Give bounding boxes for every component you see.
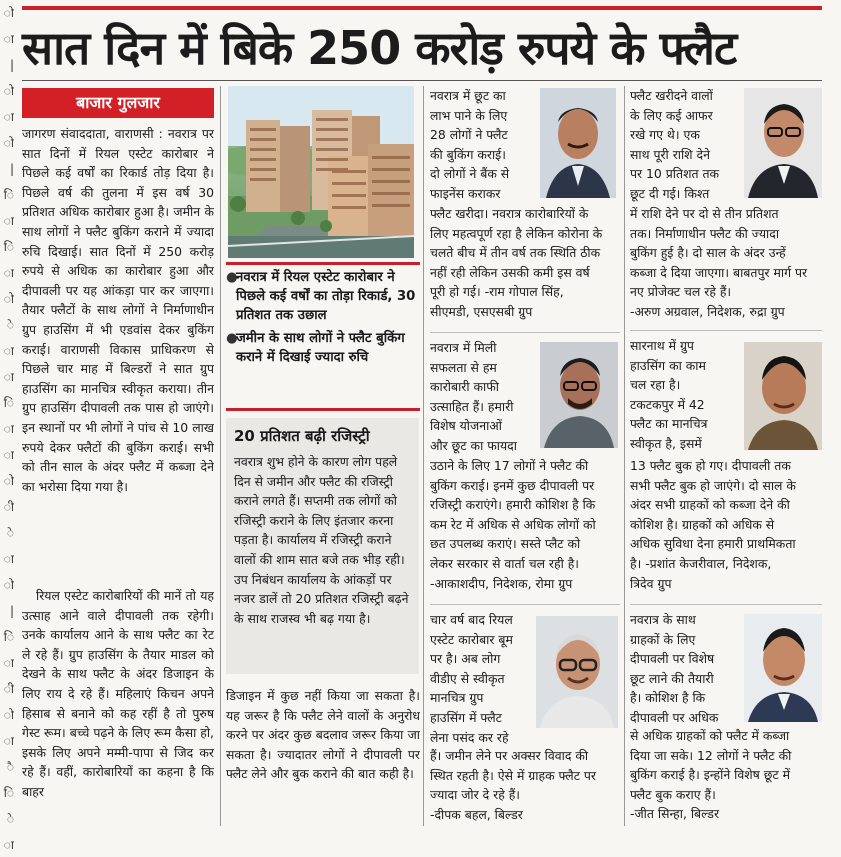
portrait-photo (744, 614, 822, 722)
quote-4-lead (630, 336, 742, 454)
quote-5-body (430, 746, 620, 824)
quote-line: पर 10 प्रतिशत तक (630, 166, 720, 182)
portrait-photo (744, 342, 822, 450)
quote-line: और छूट का फायदा (430, 437, 517, 453)
highlight-rule (226, 262, 420, 265)
quote-3-lead (430, 338, 540, 456)
strip-fragment: | (9, 162, 14, 176)
strip-fragment: ा (3, 344, 14, 358)
quote-line: है। कोशिश है कि (630, 690, 706, 706)
quote-line: नवरात्र में मिली (430, 340, 497, 355)
section-label: बाजार गुलजार (22, 88, 214, 118)
quote-line: बुकिंग कराई। इनमें कुछ दीपावली पर (430, 477, 595, 493)
strip-fragment: ो (3, 136, 14, 150)
quote-line: सफलता से हम (430, 359, 497, 375)
quote-line: लाभ पाने के लिए (430, 107, 508, 123)
quote-line: अंदर सभी ग्राहकों को कब्जा देने की (630, 497, 790, 513)
top-rule (22, 6, 822, 10)
bullet-icon: ● (226, 270, 238, 285)
article-paragraph: डिजाइन में कुछ नहीं किया जा सकता है। यह जरूर है कि फ्लैट लेने वालों के अनुरोध करने पर अंदर कुछ बदलाव जरूर किया जा सकता है। ज्यादातर लोगों ने दीपावली पर फ्लैट लेने और बुक कराने की बात कही है। (226, 688, 420, 782)
strip-fragment: ि (3, 240, 14, 254)
quote-line: है। -प्रशांत केजरीवाल, निदेशक, (630, 555, 772, 571)
quote-line: सीएमडी, एसएसबी ग्रुप (430, 303, 533, 319)
quote-line: मानचित्र ग्रुप (430, 690, 484, 706)
quote-line: दो लोगों ने बैंक से (430, 166, 510, 182)
quote-line: लेना पसंद कर रहे (430, 729, 509, 745)
strip-fragment: ो (3, 84, 14, 98)
quote-line: -दीपक बहल, बिल्डर (430, 806, 523, 822)
quote-line: के लिए कई आफर (630, 107, 713, 123)
quote-2-body (630, 204, 824, 322)
quote-line: स्वीकृत है, इसमें (630, 435, 702, 451)
quote-line: चल रहा है। (630, 377, 681, 393)
strip-fragment: ि (3, 396, 14, 410)
strip-fragment: ा (3, 110, 14, 124)
strip-fragment: ा (3, 32, 14, 46)
quote-divider (430, 604, 620, 605)
quote-line: दीपावली पर अधिक (630, 709, 719, 725)
strip-fragment: ा (3, 214, 14, 228)
quote-divider (630, 604, 822, 605)
quote-line: सभी फ्लैट बुक हो जाएंगे। दो साल के (630, 477, 796, 493)
quote-line: उठाने के लिए 17 लोगों ने फ्लैट की (430, 458, 589, 473)
quote-line: नवरात्र में छूट का (430, 88, 506, 103)
quote-line: फ्लैट खरीदा। नवरात्र कारोबारियों के (430, 206, 589, 221)
article-continuation (226, 686, 420, 826)
quote-line: तक। निर्माणाधीन फ्लैट की ज्यादा (630, 225, 780, 241)
strip-fragment: ा (3, 422, 14, 436)
highlight-item: ● जमीन के साथ लोगों ने फ्लैट बुकिंग कराने में दिखाई ज्यादा रुचि (226, 331, 405, 365)
quote-line: रजिस्ट्री कराएंगे। हमारी कोशिश है कि (430, 497, 596, 513)
strip-fragment: ो (3, 6, 14, 20)
quote-1-lead (430, 86, 540, 204)
strip-fragment: ै (6, 760, 14, 774)
quote-line: की बुकिंग कराई। (430, 146, 506, 162)
quote-line: बुकिंग हुई है। दो साल के अंदर उन्हें (630, 245, 786, 261)
building-photo (228, 86, 414, 258)
quote-line: ग्राहकों के लिए (630, 631, 696, 647)
quote-line: पूरी हो गई। -राम गोपाल सिंह, (430, 284, 564, 300)
headline-rule (22, 80, 822, 81)
quote-line: हैं। जमीन लेने पर अक्सर विवाद की (430, 748, 589, 763)
strip-fragment: ा (3, 370, 14, 384)
strip-fragment: ो (3, 474, 14, 488)
sidebar-text: नवरात्र शुभ होने के कारण लोग पहले दिन से जमीन और फ्लैट की रजिस्ट्री कराने लगते हैं। सप्तमी तक लोगों को रजिस्ट्री कराने के लिए इंतजार करना पड़ता है। कार्यालय में रजिस्ट्री कराने वालों की शाम सात बजे तक भीड़ रही। उप निबंधन कार्यालय के आंकड़ों पर नजर डालें तो 20 प्रतिशत रजिस्ट्री बढ़ने के साथ राजस्व भी बढ़ गया है। (234, 454, 409, 626)
strip-fragment: ि (3, 188, 14, 202)
quote-line: कब्जा दे दिया जाएगा। बाबतपुर मार्ग पर (630, 264, 808, 280)
portrait-photo (540, 342, 618, 448)
quote-line: साथ पूरी राशि देने (630, 146, 711, 162)
quote-line: चार वर्ष बाद रियल (430, 612, 513, 627)
quote-line: में राशि देने पर दो से तीन प्रतिशत (630, 206, 779, 221)
strip-fragment: ो (3, 708, 14, 722)
quote-line: रखे गए थे। एक (630, 127, 700, 143)
bullet-icon: ● (226, 331, 238, 346)
quote-line: से अधिक ग्राहकों को फ्लैट में कब्जा (630, 728, 790, 743)
quote-1-body (430, 204, 620, 322)
quote-line: फ्लैट खरीदने वालों (630, 88, 713, 103)
quote-line: ज्यादा जोर दे रहे हैं। (430, 787, 520, 803)
strip-fragment: ि (3, 630, 14, 644)
quote-6-body (630, 726, 824, 824)
quote-line: बुकिंग कराई है। इन्होंने विशेष छूट में (630, 767, 791, 783)
quote-5-lead (430, 610, 540, 747)
quote-divider (430, 332, 620, 333)
strip-fragment: े (6, 812, 14, 826)
article-paragraph: रियल एस्टेट कारोबारियों की मानें तो यह उत्साह आने वाले दीपावली तक रहेगी। उनके कार्यालय आने के साथ फ्लैट का रेट ले रहे हैं। ग्रुप हाउसिंग के तैयार माडल को देखने के साथ फ्लैट के अंदर डिजाइन के लिए राय दे रहे हैं। महिलाएं किचन अपने हिसाब से बनाने को कह रहीं है तो पुरुष गेस्ट रूम। बच्चे पढ़ने के लिए रूम कैसा हो, इसके लिए अपने मम्मी-पापा से जिद कर रहे हैं। वहीं, कारोबारियों का कहना है कि बाहर (22, 588, 214, 799)
quote-line: लिए महत्वपूर्ण रहा है लेकिन कोरोना के (430, 225, 603, 241)
quote-line: टकटकपुर में 42 (630, 396, 705, 412)
quote-line: कम रेट में अधिक से अधिक लोगों को (430, 516, 596, 532)
article-paragraph: जागरण संवाददाता, वाराणसी : नवरात्र पर सात दिनों में रियल एस्टेट कारोबार ने पिछले कई वर्षों का रिकार्ड तोड़ दिया है। पिछले वर्ष की तुलना में इस वर्ष 30 प्रतिशत अधिक कारोबार हुआ है। जमीन के साथ लोगों ने फ्लैट बुकिंग कराने में ज्यादा रुचि दिखाई। सात दिनों में 250 करोड़ रुपये से अधिक का कारोबार हुआ और दीपावली पर यह आंकड़ा पार कर जाएगा। तैयार फ्लैटों के साथ लोगों ने निर्माणाधीन ग्रुप हाउसिंग में भी एडवांस देकर बुकिंग कराई। वाराणसी विकास प्राधिकरण से पिछले चार माह में बिल्डरों ने सात ग्रुप हाउसिंग का मानचित्र स्वीकृत कराया। तीन ग्रुप हाउसिंग दीपावली तक पास हो जाएंगे। इन स्थानों पर भी लोगों ने पांच से 10 लाख रुपये देकर फ्लैटों की बुकिंग कराई। सभी को तीन साल के अंदर फ्लैट में कब्जा देने का भरोसा दिया गया है। (22, 126, 214, 494)
quote-line: छूट लाने की तैयारी (630, 670, 714, 686)
quote-divider (630, 330, 822, 331)
strip-fragment: ि (3, 786, 14, 800)
quote-line: कोशिश है। ग्राहकों को अधिक से (630, 516, 775, 532)
quote-line: अधिक सुविधा देना हमारी प्राथमिकता (630, 536, 796, 552)
sidebar-title: 20 प्रतिशत बढ़ी रजिस्ट्री (234, 427, 370, 445)
quote-line: हाउसिंग में फ्लैट (430, 709, 502, 725)
portrait-photo (744, 88, 822, 198)
quote-line: फ्लैट का मानचित्र (630, 416, 708, 432)
strip-fragment: ी (3, 500, 14, 514)
strip-fragment: ो (3, 578, 14, 592)
highlights-list (226, 268, 416, 408)
column-divider (423, 86, 424, 826)
strip-fragment: ा (3, 734, 14, 748)
quote-line: त्रिदेव ग्रुप (630, 575, 672, 591)
quote-line: नहीं रही लेकिन उसकी कमी इस वर्ष (430, 264, 590, 280)
quote-line: विशेष योजनाओं (430, 418, 502, 434)
quote-line: कारोबारी काफी (430, 379, 499, 395)
quote-line: -जीत सिन्हा, बिल्डर (630, 806, 720, 822)
quote-line: पर है। अब लोग (430, 651, 501, 667)
strip-fragment: ा (3, 448, 14, 462)
quote-line: एस्टेट कारोबार बूम (430, 631, 513, 647)
building-illustration (228, 86, 414, 258)
quote-line: लेकर सरकार से वार्ता चल रही है। (430, 555, 580, 571)
strip-fragment: ा (3, 838, 14, 852)
column-divider (624, 86, 625, 826)
article-body (22, 124, 214, 586)
quote-line: वीडीए से स्वीकृत (430, 670, 505, 686)
registry-sidebar (226, 418, 419, 674)
quote-line: 13 फ्लैट बुक हो गए। दीपावली तक (630, 458, 791, 473)
portrait-photo (536, 616, 618, 728)
quote-line: 28 लोगों ने फ्लैट (430, 127, 508, 143)
quote-line: छत उपलब्ध कराएं। सस्ते प्लैट को (430, 536, 581, 552)
quote-line: हाउसिंग का काम (630, 357, 706, 373)
quote-line: फ्लैट बुक कराए हैं। (630, 786, 716, 802)
strip-fragment: ा (3, 266, 14, 280)
quote-4-body (630, 456, 824, 593)
strip-fragment: े (6, 318, 14, 332)
sidebar-rule (226, 408, 420, 411)
strip-fragment: ो (3, 292, 14, 306)
highlight-item: ● नवरात्र में रियल एस्टेट कारोबार ने पिछले कई वर्षों का तोड़ा रिकार्ड, 30 प्रतिशत तक उछाल (226, 270, 416, 323)
column-divider (220, 86, 221, 826)
portrait-photo (540, 88, 616, 198)
quote-line: छूट दी गई। किश्त (630, 185, 710, 201)
quote-3-body (430, 456, 620, 593)
quote-line: उत्साहित हैं। हमारी (430, 398, 514, 414)
quote-6-lead (630, 610, 742, 728)
quote-line: चलते बीच में तीन वर्ष तक स्थिति ठीक (430, 245, 601, 261)
quote-line: -अरुण अग्रवाल, निदेशक, रुद्रा ग्रुप (630, 303, 785, 319)
quote-line: -आकाशदीप, निदेशक, रोमा ग्रुप (430, 575, 573, 591)
quote-line: नवरात्र के साथ (630, 612, 696, 627)
quote-line: सारनाथ में ग्रुप (630, 338, 694, 353)
strip-fragment: ी (3, 682, 14, 696)
adjacent-column-fragment (0, 0, 14, 857)
quote-line: दिया जा सके। 12 लोगों ने फ्लैट की (630, 747, 792, 763)
strip-fragment: ा (3, 552, 14, 566)
page-headline: सात दिन में बिके 250 करोड़ रुपये के फ्लैट (22, 21, 737, 75)
quote-line: दीपावली पर विशेष (630, 651, 715, 667)
quote-2-lead (630, 86, 742, 204)
quote-line: नए प्रोजेक्ट चल रहे हैं। (630, 284, 732, 300)
quote-line: फाइनेंस कराकर (430, 185, 501, 201)
article-body (22, 586, 214, 830)
strip-fragment: े (6, 526, 14, 540)
strip-fragment: | (9, 604, 14, 618)
strip-fragment: | (9, 58, 14, 72)
strip-fragment: ा (3, 656, 14, 670)
quote-line: स्थित रहती है। ऐसे में ग्राहक फ्लैट पर (430, 767, 596, 783)
